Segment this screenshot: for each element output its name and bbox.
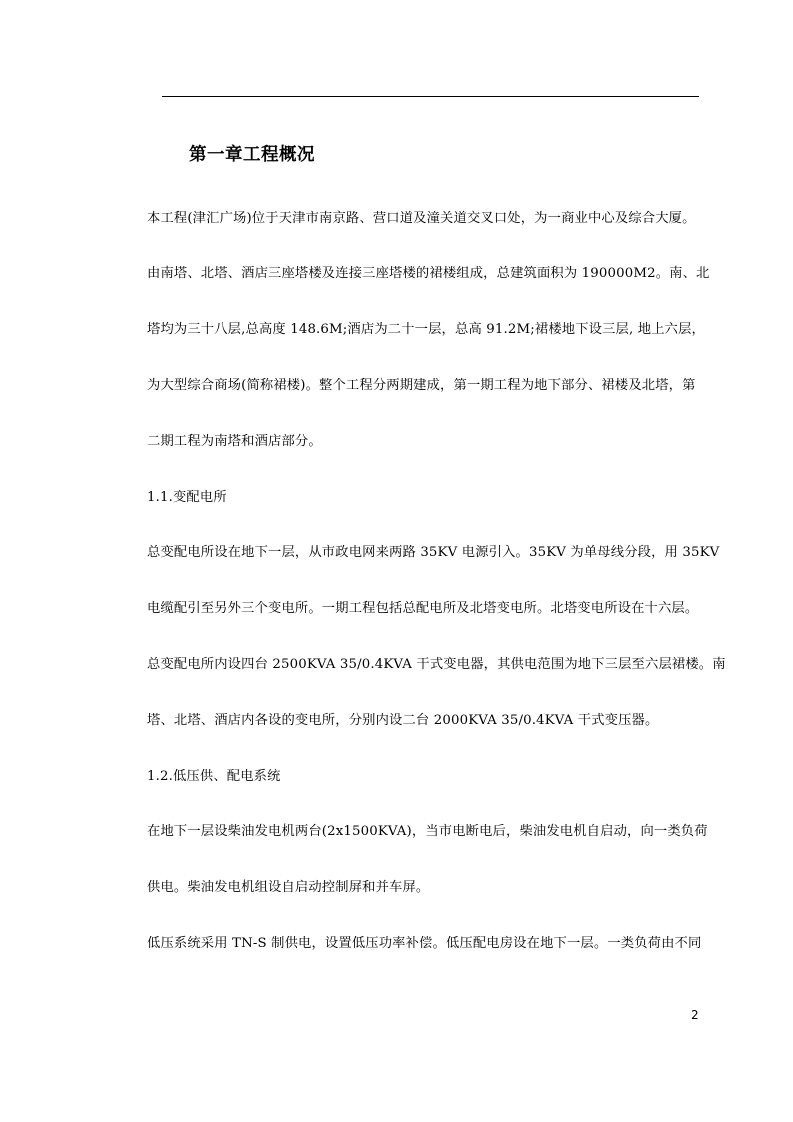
paragraph-line: 二期工程为南塔和酒店部分。 — [147, 434, 322, 449]
paragraph-line: 为大型综合商场(简称裙楼)。整个工程分两期建成，第一期工程为地下部分、裙楼及北塔，第 — [147, 378, 696, 393]
paragraph-line: 在地下一层设柴油发电机两台(2x1500KVA)，当市电断电后，柴油发电机自启动，向一类负荷 — [147, 824, 708, 839]
paragraph-line: 总变配电所设在地下一层，从市政电网来两路 35KV 电源引入。35KV 为单母线分段，用 35KV — [147, 545, 720, 560]
paragraph-line: 由南塔、北塔、酒店三座塔楼及连接三座塔楼的裙楼组成，总建筑面积为 190000M2。南、北 — [147, 266, 710, 281]
paragraph-line: 总变配电所内设四台 2500KVA 35/0.4KVA 干式变电器，其供电范围为地下三层至六层裙楼。南 — [147, 657, 726, 672]
paragraph-line: 电缆配引至另外三个变电所。一期工程包括总配电所及北塔变电所。北塔变电所设在十六层。 — [147, 601, 699, 616]
section-heading: 1.2.低压供、配电系统 — [147, 769, 281, 784]
header-rule — [162, 96, 699, 97]
paragraph-line: 低压系统采用 TN-S 制供电，设置低压功率补偿。低压配电房设在地下一层。一类负荷由不同 — [147, 936, 702, 951]
paragraph-line: 供电。柴油发电机组设自启动控制屏和并车屏。 — [147, 880, 430, 895]
chapter-title: 第一章工程概况 — [189, 145, 315, 165]
section-heading: 1.1.变配电所 — [147, 490, 227, 505]
page-number: 2 — [691, 1008, 699, 1022]
paragraph-line: 塔、北塔、酒店内各设的变电所，分别内设二台 2000KVA 35/0.4KVA 干式变压器。 — [147, 713, 659, 728]
paragraph-line: 本工程(津汇广场)位于天津市南京路、营口道及潼关道交叉口处，为一商业中心及综合大厦。 — [147, 211, 696, 226]
paragraph-line: 塔均为三十八层,总高度 148.6M;酒店为二十一层，总高 91.2M;裙楼地下设三层, 地上六层， — [147, 322, 705, 337]
